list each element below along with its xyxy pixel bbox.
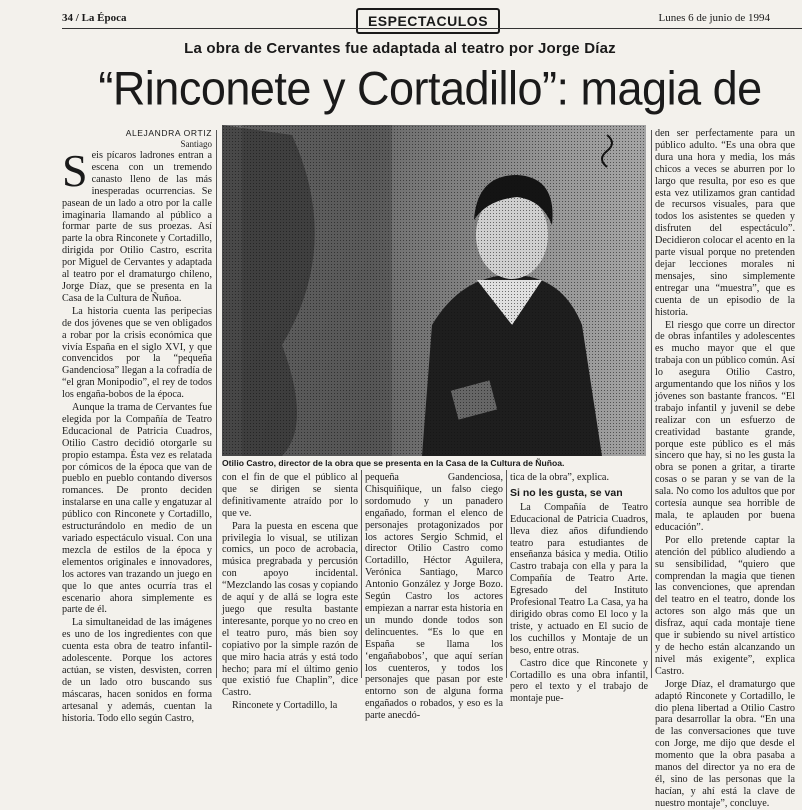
- subheading: Si no les gusta, se van: [510, 486, 623, 499]
- column-1: [62, 145, 212, 724]
- photo-caption: Otilio Castro, director de la obra que se presenta en la Casa de la Cultura de Ñuñoa.: [222, 458, 565, 468]
- column-3: [365, 472, 503, 722]
- paragraph: Seis pícaros ladrones entran a escena con un tremendo canasto lleno de las más inesperadas ocurrencias. Se pasean de un lado a otro por la calle imaginaria llamando al público a formar parte de sus proezas. Así parte la obra Rinconete y Cortadillo, dirigida por Otilio Castro, escrita por Miguel de Cervantes y adaptada al teatro por el dramaturgo chileno, Jorge Díaz, que se presenta en la Casa de la Cultura de Ñuñoa.: [62, 145, 212, 304]
- paragraph: Por ello pretende captar la atención del público aludiendo a su sensibilidad, “quiero que comprendan la magia que tienen las convenciones, que aprendan del teatro en el teatro, donde los actores son algo más que un disfraz, aquí cada montaje tiene que ir subiendo su nivel artístico y de hecho están alcanzando un nivel más exigente”, explica Castro.: [655, 534, 795, 677]
- paragraph: Para la puesta en escena que privilegia lo visual, se utilizan comics, un poco de acrobacia, música pregrabada y percusión con apoyo incidental. “Mezclando las cosas y copiando de aquí y de allá se logra este juego que resulta bastante interesante, porque yo no creo en el teatro puro, más bien soy copiativo por la simple razón de que miro hacia atrás y está todo hecho; para mí el último genio que existió fue Chaplin”, dice Castro.: [222, 520, 358, 699]
- column-rule: [651, 130, 652, 678]
- column-2: [222, 472, 358, 712]
- issue-date: Lunes 6 de junio de 1994: [658, 12, 770, 24]
- article-photo: [222, 125, 646, 456]
- paragraph: Jorge Díaz, el dramaturgo que adaptó Rinconete y Cortadillo, le dio plena libertad a Otilio Castro para desarrollar la obra. “En una de las conversaciones que tuve con Jorge, me dijo que desde el momento que la obra pasaba a manos del director ya no era de él, sino de las personas que la hacían, y ahí está la clave de nuestro montaje”, concluye.: [655, 678, 795, 809]
- headline: “Rinconete y Cortadillo”: magia de: [98, 61, 762, 115]
- kicker: La obra de Cervantes fue adaptada al teatro por Jorge Díaz: [184, 40, 616, 57]
- newspaper-name: La Época: [81, 12, 127, 24]
- paragraph: El riesgo que corre un director de obras infantiles y adolescentes es mucho mayor que el que trabaja con un público común. Así lo asegura Otilio Castro, argumentando que los niños y los jóvenes son bastante francos. “El trabajo infantil y juvenil se debe realizar con un esfuerzo de creatividad bastante grande, porque este público es el más sincero que hay, si no les gusta la obra se ponen a gritar, a tirarte cosas o se paran y se van de la sala. No como los adultos que por cortesía aunque sea horrible de mala, te aplauden por buena educación”.: [655, 319, 795, 533]
- dateline: Santiago: [180, 139, 212, 149]
- paragraph: Aunque la trama de Cervantes fue elegida por la Compañía de Teatro Educacional de Patricia Cuadros, Otilio Castro decidió otorgarle su propio estampa. Ésta vez es relatada por cómicos de la época que van de pueblo en pueblo contando diversos romances. De pronto deciden instalarse en una calle y engatuzar al público con Rinconete y Cortadillo, estructurándolo en medio de un variado espectáculo visual. Con una mezcla de estilos de la época y elementos originales e innovadores, los actores van trazando un juego en que lo que antes ocurría tras el escenario ahora simplemente es parte de él.: [62, 402, 212, 616]
- header-rule: [62, 28, 802, 29]
- page-number: 34: [62, 12, 73, 24]
- paragraph: pequeña Gandenciosa, Chisquiñique, un falso ciego sordomudo y un panadero engañado, forman el elenco de personajes protagonizados por los actores Sergio Schmid, el director Otilio Castro como Cortadillo, Héctor Aguilera, Verónica Santiago, Marco Antonio González y Jorge Bozo. Según Castro los actores empiezan a narrar esta historia en un mundo donde todos son delincuentes. “Es lo que en España se llama los ‘engañabobos’, que aquí serían los cuenteros, y todos los personajes que pasan por este entorno son de alguna forma engañados o robados, y eso es la parte anecdó-: [365, 472, 503, 722]
- column-4: [510, 472, 648, 705]
- paragraph: La Compañía de Teatro Educacional de Patricia Cuadros, lleva diez años difundiendo teatro para estudiantes de enseñanza básica y media. Otilio Castro trabaja con ella y para la Compañía de Teatro Arte. Egresado del Instituto Profesional Teatro La Casa, ya ha dirigido obras como El loco y la triste, y actuado en El sucio de los cuchillos y Montaje de un beso, entre otras.: [510, 501, 648, 656]
- paragraph: Rinconete y Cortadillo, la: [232, 700, 338, 712]
- column-rule: [361, 470, 362, 678]
- paragraph: La simultaneidad de las imágenes es uno de los ingredientes con que cuenta esta obra de teatro infantil-adolescente. Porque los actores actúan, se visten, desvisten, corren de un lado otro buscando sus máscaras, hacen sonidos en forma artesanal y además, cuentan la historia. Todo ello según Castro,: [62, 617, 212, 724]
- column-rule: [216, 130, 217, 678]
- paragraph: con el fin de que el público al que se dirigen se sienta definitivamente atraído por lo que ve.: [222, 472, 358, 519]
- column-5: [655, 128, 795, 809]
- paragraph: La historia cuenta las peripecias de dos jóvenes que se ven obligados a robar por la crisis económica que vivía España en el siglo XVI, y que convencidos por la “pequeña Gandenciosa” llegan a la cofradía de “el gran Monipodio”, el rey de todos los engaña-bobos de la época.: [62, 305, 212, 401]
- page-folio: 34 / La Época: [62, 12, 127, 24]
- column-rule: [506, 470, 507, 678]
- paragraph: den ser perfectamente para un público adulto. “Es una obra que dura una hora y media, los más chicos a veces se aburren por lo largo que resulta, por eso es que esta vez utilizamos gran cantidad de recursos visuales, para que todos los asistentes se queden y disfruten del espectáculo”. Decidieron colocar el acento en la parte visual porque no pretenden dejar lecciones morales ni mensajes, sino simplemente entregar una “muestra”, que es cuenta de un episodio de la historia.: [655, 128, 795, 318]
- dropcap: S: [62, 145, 88, 196]
- section-label: ESPECTACULOS: [356, 8, 500, 34]
- paragraph: tica de la obra”, explica.: [510, 472, 609, 483]
- halftone-texture: [222, 125, 646, 456]
- byline: ALEJANDRA ORTIZ: [125, 128, 212, 138]
- paragraph: Castro dice que Rinconete y Cortadillo es una obra infantil, pero el texto y el trabajo de montaje pue-: [510, 657, 648, 705]
